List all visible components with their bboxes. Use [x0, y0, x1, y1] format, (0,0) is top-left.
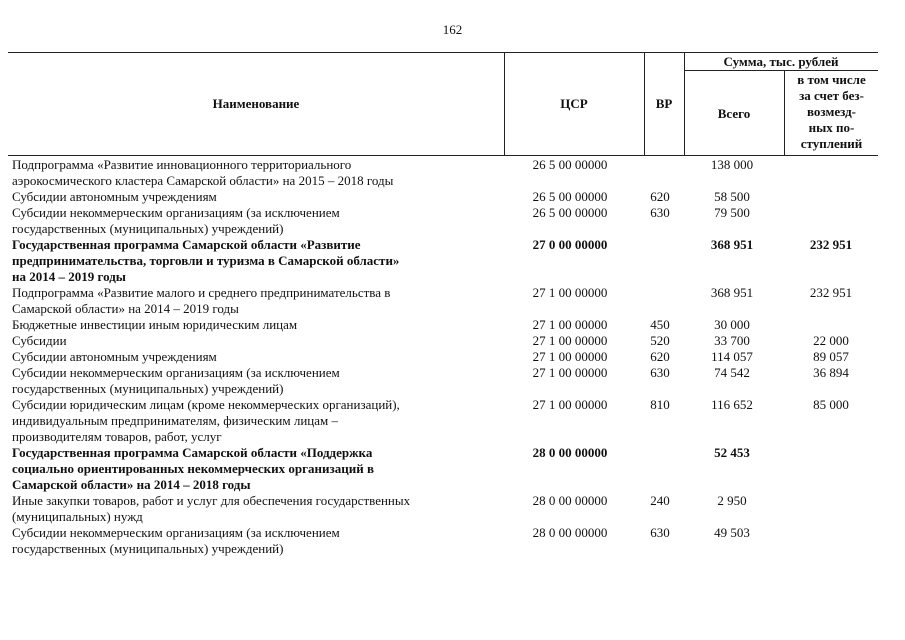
row-name — [8, 285, 500, 317]
row-name — [8, 189, 500, 205]
row-csr: 27 1 00 00000 — [532, 285, 608, 300]
row-vr: 450 — [650, 317, 670, 332]
row-name-line: индивидуальным предпринимателям, физическим лицам – — [12, 413, 338, 428]
sum-group-divider — [684, 70, 878, 71]
row-name-line: предпринимательства, торговли и туризма в Самарской области» — [12, 253, 400, 268]
table-row — [8, 525, 878, 557]
row-name — [8, 397, 500, 445]
row-extra: 36 894 — [813, 365, 849, 380]
row-vr: 620 — [650, 349, 670, 364]
row-name-line: Субсидии автономным учреждениям — [12, 349, 217, 364]
row-vr — [640, 285, 680, 317]
row-vr — [640, 237, 680, 285]
row-name-line: Государственная программа Самарской области «Развитие — [12, 237, 361, 252]
row-vr — [640, 157, 680, 189]
row-vr: 630 — [650, 205, 670, 220]
row-csr: 28 0 00 00000 — [532, 493, 608, 508]
row-name — [8, 237, 500, 285]
row-name — [8, 493, 500, 525]
row-csr: 27 1 00 00000 — [532, 397, 608, 412]
header-extra-line: за счет без- — [799, 88, 864, 103]
row-extra — [784, 493, 878, 525]
row-name-line: государственных (муниципальных) учреждений) — [12, 381, 284, 396]
table-row — [8, 189, 878, 205]
row-vr: 630 — [650, 525, 670, 540]
row-name — [8, 333, 500, 349]
row-vr: 520 — [650, 333, 670, 348]
header-extra-line: ступлений — [800, 136, 863, 151]
table-row — [8, 365, 878, 397]
page-number: 162 — [442, 22, 463, 37]
table-row — [8, 317, 878, 333]
header-total: Всего — [717, 106, 751, 121]
row-vr: 810 — [650, 397, 670, 412]
row-name-line: Государственная программа Самарской области «Поддержка — [12, 445, 373, 460]
row-csr: 27 1 00 00000 — [532, 349, 608, 364]
row-total: 368 951 — [710, 285, 754, 300]
row-total: 74 542 — [714, 365, 750, 380]
header-extra-line: в том числе — [797, 72, 866, 87]
header-csr: ЦСР — [560, 96, 588, 111]
row-csr: 27 1 00 00000 — [532, 333, 608, 348]
row-vr: 630 — [650, 365, 670, 380]
row-extra: 22 000 — [813, 333, 849, 348]
row-vr — [640, 445, 680, 493]
row-csr: 27 1 00 00000 — [532, 365, 608, 380]
row-vr: 240 — [650, 493, 670, 508]
row-name-line: аэрокосмического кластера Самарской области» на 2015 – 2018 годы — [12, 173, 394, 188]
row-name-line: Субсидии юридическим лицам (кроме некоммерческих организаций), — [12, 397, 400, 412]
row-extra: 85 000 — [813, 397, 849, 412]
row-name-line: (муниципальных) нужд — [12, 509, 143, 524]
row-name — [8, 445, 500, 493]
row-name-line: Подпрограмма «Развитие инновационного территориального — [12, 157, 352, 172]
header-sum-group: Сумма, тыс. рублей — [723, 54, 839, 69]
row-extra: 89 057 — [813, 349, 849, 364]
table-row — [8, 237, 878, 285]
row-csr: 27 1 00 00000 — [532, 317, 608, 332]
table-row — [8, 493, 878, 525]
row-extra — [784, 445, 878, 493]
row-total: 114 057 — [711, 349, 753, 364]
row-name-line: Иные закупки товаров, работ и услуг для обеспечения государственных — [12, 493, 411, 508]
row-name — [8, 365, 500, 397]
table-row — [8, 205, 878, 237]
row-name-line: Субсидии — [12, 333, 67, 348]
row-name — [8, 525, 500, 557]
row-name-line: Субсидии некоммерческим организациям (за исключением — [12, 205, 340, 220]
row-csr: 28 0 00 00000 — [532, 525, 608, 540]
row-csr: 26 5 00 00000 — [532, 205, 608, 220]
row-total: 2 950 — [717, 493, 747, 508]
table-header — [8, 52, 878, 156]
row-name-line: Самарской области» на 2014 – 2018 годы — [12, 477, 251, 492]
table-row — [8, 285, 878, 317]
row-name-line: Субсидии автономным учреждениям — [12, 189, 217, 204]
row-name-line: Самарской области» на 2014 – 2019 годы — [12, 301, 239, 316]
row-name — [8, 349, 500, 365]
row-vr: 620 — [650, 189, 670, 204]
row-total: 49 503 — [714, 525, 750, 540]
header-name: Наименование — [212, 96, 300, 111]
row-name-line: Бюджетные инвестиции иным юридическим лицам — [12, 317, 298, 332]
table-row — [8, 397, 878, 445]
row-name-line: государственных (муниципальных) учреждений) — [12, 221, 284, 236]
table-row — [8, 445, 878, 493]
row-extra: 232 951 — [809, 285, 853, 300]
row-total: 30 000 — [714, 317, 750, 332]
row-name-line: Субсидии некоммерческим организациям (за исключением — [12, 365, 340, 380]
row-csr: 27 0 00 00000 — [532, 237, 608, 252]
header-extra-line: возмезд- — [807, 104, 856, 119]
row-name — [8, 205, 500, 237]
table-row — [8, 333, 878, 349]
header-vr: ВР — [655, 96, 673, 111]
table-row — [8, 349, 878, 365]
table-row — [8, 157, 878, 189]
row-name-line: на 2014 – 2019 годы — [12, 269, 126, 284]
row-total: 116 652 — [711, 397, 753, 412]
header-extra — [785, 72, 878, 152]
row-total: 52 453 — [714, 445, 750, 460]
row-name — [8, 317, 500, 333]
row-name-line: Субсидии некоммерческим организациям (за исключением — [12, 525, 340, 540]
row-extra — [784, 317, 878, 333]
row-total: 33 700 — [714, 333, 750, 348]
row-name — [8, 157, 500, 189]
row-name-line: государственных (муниципальных) учреждений) — [12, 541, 284, 556]
header-bottom-border — [8, 155, 878, 156]
row-csr: 26 5 00 00000 — [532, 189, 608, 204]
row-csr: 26 5 00 00000 — [532, 157, 608, 172]
row-total: 58 500 — [714, 189, 750, 204]
row-name-line: производителям товаров, работ, услуг — [12, 429, 222, 444]
row-extra — [784, 189, 878, 205]
row-name-line: Подпрограмма «Развитие малого и среднего предпринимательства в — [12, 285, 391, 300]
row-extra: 232 951 — [809, 237, 853, 252]
row-csr: 28 0 00 00000 — [532, 445, 608, 460]
row-extra — [784, 205, 878, 237]
header-extra-line: ных по- — [808, 120, 855, 135]
row-extra — [784, 157, 878, 189]
row-extra — [784, 525, 878, 557]
table-body — [8, 157, 878, 557]
row-total: 368 951 — [710, 237, 754, 252]
row-total: 79 500 — [714, 205, 750, 220]
header-top-border — [8, 52, 878, 53]
row-total: 138 000 — [710, 157, 754, 172]
row-name-line: социально ориентированных некоммерческих организаций в — [12, 461, 374, 476]
